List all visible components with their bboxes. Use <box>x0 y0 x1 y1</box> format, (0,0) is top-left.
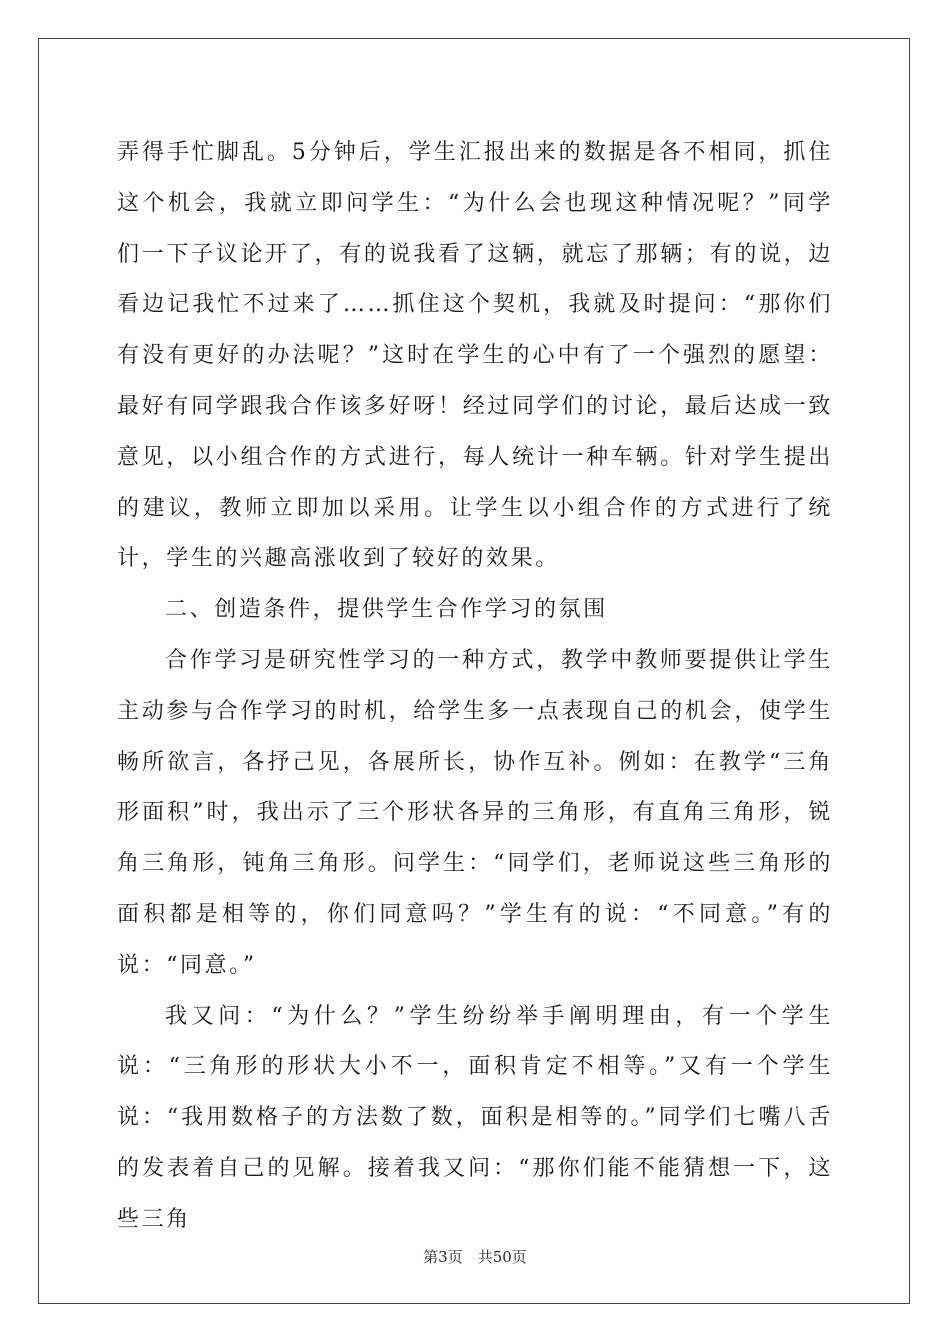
paragraph-3: 我又问：“为什么？”学生纷纷举手阐明理由，有一个学生说：“三角形的形状大小不一，面积肯定不相等。”又有一个学生说：“我用数格子的方法数了数，面积是相等的。”同学们七嘴八舌的发表着自己的见解。接着我又问：“那你们能不能猜想一下，这些三角 <box>117 1003 833 1232</box>
page-number-footer: 第3页 共50页 <box>423 1248 527 1266</box>
document-body <box>117 128 833 1246</box>
paragraph-1: 弄得手忙脚乱。5分钟后，学生汇报出来的数据是各不相同，抓住这个机会，我就立即问学生：“为什么会也现这种情况呢？”同学们一下子议论开了，有的说我看了这辆，就忘了那辆；有的说，边看边记我忙不过来了……抓住这个契机，我就及时提问：“那你们有没有更好的办法呢？”这时在学生的心中有了一个强烈的愿望：最好有同学跟我合作该多好呀！经过同学们的讨论，最后达成一致意见，以小组合作的方式进行，每人统计一种车辆。针对学生提出的建议，教师立即加以采用。让学生以小组合作的方式进行了统计，学生的兴趣高涨收到了较好的效果。 <box>117 140 833 572</box>
paragraph-2: 合作学习是研究性学习的一种方式，教学中教师要提供让学生主动参与合作学习的时机，给学生多一点表现自己的机会，使学生畅所欲言，各抒己见，各展所长，协作互补。例如：在教学“三角形面积”时，我出示了三个形状各异的三角形，有直角三角形，锐角三角形，钝角三角形。问学生：“同学们，老师说这些三角形的面积都是相等的，你们同意吗？”学生有的说：“不同意。”有的说：“同意。” <box>117 647 833 978</box>
section-heading: 二、创造条件，提供学生合作学习的氛围 <box>165 597 608 623</box>
